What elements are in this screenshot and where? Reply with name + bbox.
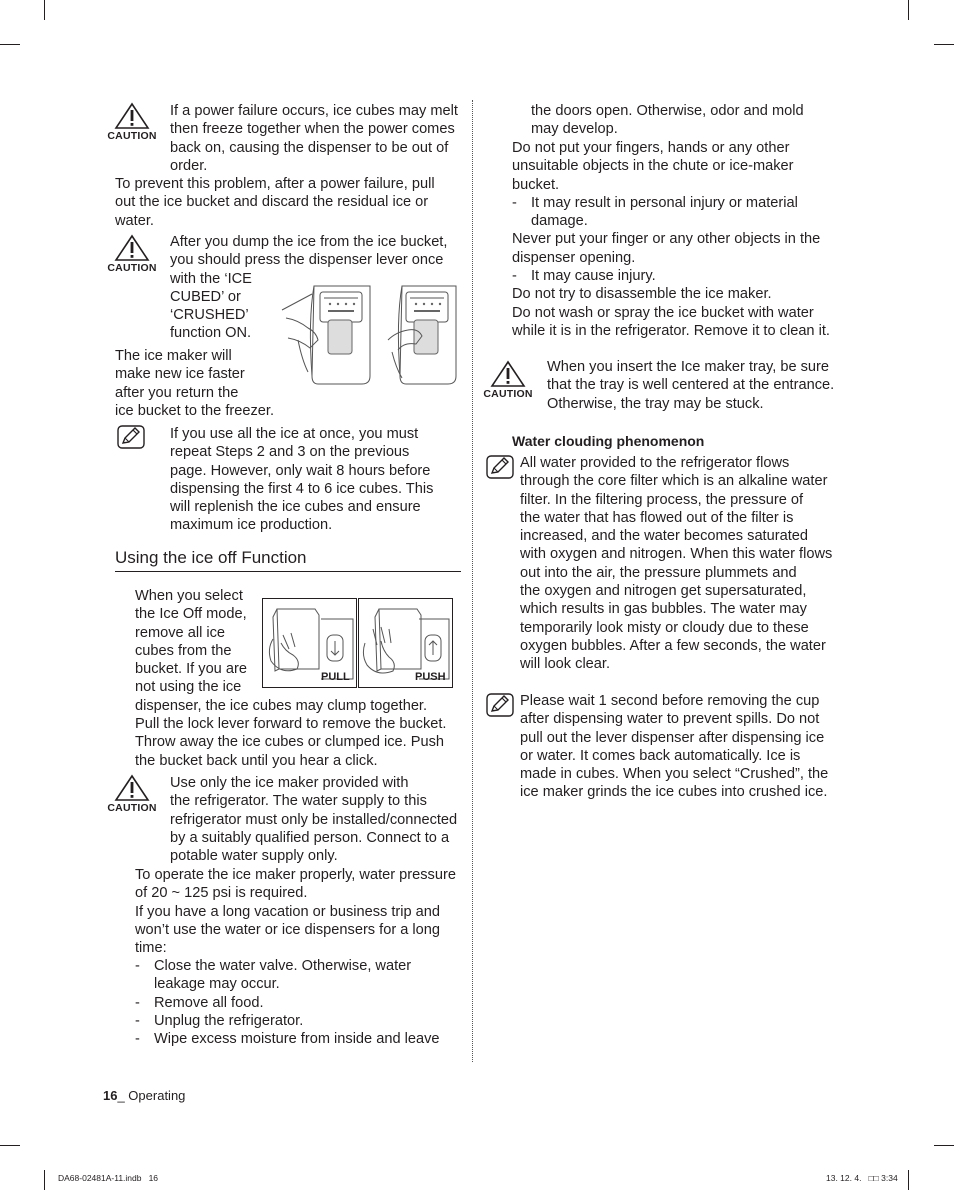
caution-badge: [478, 360, 538, 400]
list-dash: -: [135, 1012, 140, 1029]
caution-label: CAUTION: [107, 262, 157, 274]
text-line: oxygen bubbles. After a few seconds, the water: [520, 637, 826, 654]
text-line: you should press the dispenser lever once: [170, 252, 444, 269]
subheading: Water clouding phenomenon: [512, 433, 705, 449]
text-line: Pull the lock lever forward to remove the bucket.: [135, 716, 447, 733]
heading-rule: [115, 571, 461, 572]
list-text: damage.: [531, 213, 588, 230]
text-line: Do not put your fingers, hands or any other: [512, 140, 790, 156]
text-line: with the ‘ICE: [170, 270, 252, 287]
section-heading: Using the ice off Function: [115, 548, 307, 567]
paragraph: [531, 102, 804, 139]
list-text: leakage may occur.: [154, 976, 280, 993]
text-line: that the tray is well centered at the entrance.: [547, 377, 835, 394]
caution-text: [170, 774, 457, 865]
text-line: filter. In the filtering process, the pressure of: [520, 491, 804, 508]
text-line: out into the air, the pressure plummets and: [520, 564, 797, 581]
text-line: refrigerator must only be installed/connected: [170, 811, 458, 828]
caution-text: [547, 358, 834, 413]
text-line: the water that has flowed out of the filter is: [520, 509, 794, 526]
note-pencil-icon: [117, 425, 145, 449]
caution-label: CAUTION: [483, 388, 533, 400]
caution-label: CAUTION: [107, 130, 157, 142]
text-line: the bucket back until you hear a click.: [135, 752, 378, 769]
note-pencil-icon: [486, 693, 514, 717]
note-text: [170, 425, 433, 535]
text-line: To operate the ice maker properly, water pressure: [135, 867, 456, 883]
text-line: after dispensing water to prevent spills. Do not: [520, 711, 820, 728]
list-dash: -: [135, 994, 140, 1011]
text-line: remove all ice: [135, 624, 226, 641]
text-line: dispensing the first 4 to 6 ice cubes. This: [170, 480, 434, 497]
text-line: bucket. If you are: [135, 661, 247, 678]
text-line: maximum ice production.: [170, 517, 333, 534]
text-line: Please wait 1 second before removing the cup: [520, 693, 820, 709]
crop-mark: [0, 44, 20, 45]
caution-badge: [102, 774, 162, 814]
file-info: DA68-02481A-11.indb 16: [58, 1173, 159, 1183]
paragraph: [115, 175, 435, 230]
note-text: [520, 454, 832, 674]
pull-label: PULL: [321, 671, 350, 683]
page-footer: [103, 1087, 185, 1105]
caution-badge: [102, 102, 162, 142]
text-line: back on, causing the dispenser to be out of: [170, 139, 449, 156]
text-line: ‘CRUSHED’: [170, 307, 249, 324]
text-line: After you dump the ice from the ice bucket,: [170, 234, 448, 250]
text-line: bucket.: [512, 176, 560, 193]
crop-mark: [908, 1170, 909, 1190]
text-line: Otherwise, the tray may be stuck.: [547, 395, 764, 412]
text-line: time:: [135, 940, 167, 957]
text-line: ice maker grinds the ice cubes into crushed ice.: [520, 784, 828, 801]
text-line: Do not try to disassemble the ice maker.: [512, 286, 772, 303]
note-text: [520, 692, 828, 802]
text-line: won’t use the water or ice dispensers for a long: [135, 921, 441, 938]
text-line: Do not wash or spray the ice bucket with water: [512, 304, 814, 321]
text-line: out the ice bucket and discard the residual ice or: [115, 194, 429, 211]
text-line: the oxygen and nitrogen get supersaturated,: [520, 583, 807, 600]
date-info: 13. 12. 4. □□ 3:34: [826, 1173, 898, 1183]
text-line: the Ice Off mode,: [135, 606, 247, 623]
list-text: It may cause injury.: [531, 268, 656, 285]
text-line: may develop.: [531, 121, 618, 138]
text-line: make new ice faster: [115, 366, 245, 383]
text-line: made in cubes. When you select “Crushed”, the: [520, 766, 829, 783]
text-line: will look clear.: [520, 656, 611, 673]
crop-mark: [934, 1145, 954, 1146]
caution-triangle-icon: [114, 102, 150, 130]
caution-label: CAUTION: [107, 802, 157, 814]
text-line: while it is in the refrigerator. Remove it to clean it.: [512, 322, 830, 339]
text-line: All water provided to the refrigerator flows: [520, 455, 790, 471]
list-item: [512, 212, 830, 230]
caution-badge: [102, 234, 162, 274]
paragraph: [135, 866, 456, 957]
list-text: Wipe excess moisture from inside and leave: [154, 1031, 440, 1048]
text-line: function ON.: [170, 325, 252, 342]
push-label: PUSH: [415, 671, 446, 683]
list-dash: -: [135, 958, 140, 974]
text-line: water.: [115, 212, 154, 229]
crop-mark: [0, 1145, 20, 1146]
list-item: [135, 994, 440, 1012]
caution-triangle-icon: [114, 774, 150, 802]
text-line: CUBED’ or: [170, 288, 241, 305]
list-item: [135, 1012, 440, 1030]
text-line: When you select: [135, 588, 243, 604]
caution-text: [170, 102, 458, 175]
text-line: which results in gas bubbles. The water may: [520, 601, 807, 618]
list-item: [135, 1030, 440, 1048]
text-line: then freeze together when the power comes: [170, 121, 455, 138]
paragraph: [115, 347, 274, 420]
text-line: cubes from the: [135, 642, 232, 659]
text-line: after you return the: [115, 384, 239, 401]
text-line: If you use all the ice at once, you must: [170, 426, 419, 442]
list-item: [135, 975, 440, 993]
text-line: the refrigerator. The water supply to this: [170, 793, 427, 810]
list-text: Remove all food.: [154, 994, 264, 1011]
text-line: page. However, only wait 8 hours before: [170, 462, 431, 479]
text-line: temporarily look misty or cloudy due to these: [520, 619, 809, 636]
dispenser-illustration: [278, 280, 460, 392]
text-line: If a power failure occurs, ice cubes may melt: [170, 103, 458, 119]
text-line: through the core filter which is an alkaline water: [520, 473, 828, 490]
text-line: order.: [170, 157, 208, 174]
text-line: or water. It comes back automatically. Ice is: [520, 747, 801, 764]
list-text: It may result in personal injury or material: [531, 194, 798, 211]
text-line: by a suitably qualified person. Connect to a: [170, 829, 450, 846]
list-dash: -: [512, 194, 517, 211]
crop-mark: [44, 0, 45, 20]
text-line: not using the ice: [135, 679, 242, 696]
text-line: repeat Steps 2 and 3 on the previous: [170, 444, 410, 461]
text-line: ice bucket to the freezer.: [115, 402, 274, 419]
text-line: dispenser, the ice cubes may clump together.: [135, 697, 428, 714]
text-line: potable water supply only.: [170, 848, 338, 865]
crop-mark: [934, 44, 954, 45]
crop-mark: [44, 1170, 45, 1190]
caution-triangle-icon: [114, 234, 150, 262]
text-line: increased, and the water becomes saturated: [520, 528, 808, 545]
column-divider: [472, 100, 473, 1062]
text-line: unsuitable objects in the chute or ice-maker: [512, 158, 794, 175]
text-line: Never put your finger or any other objects in the: [512, 231, 821, 248]
paragraph: [512, 139, 830, 340]
list-dash: -: [135, 1031, 140, 1048]
text-line: To prevent this problem, after a power failure, pull: [115, 176, 435, 192]
list-dash: -: [512, 268, 517, 285]
text-line: The ice maker will: [115, 348, 232, 364]
text-line: will replenish the ice cubes and ensure: [170, 499, 421, 516]
list-item: [135, 957, 440, 975]
crop-mark: [908, 0, 909, 20]
bullet-list: [135, 957, 440, 1048]
text-line: Throw away the ice cubes or clumped ice. Push: [135, 734, 445, 751]
text-line: If you have a long vacation or business trip and: [135, 903, 441, 920]
ice-bucket-push-figure: [358, 598, 453, 688]
text-line: When you insert the Ice maker tray, be sure: [547, 359, 829, 375]
text-line: pull out the lever dispenser after dispensing ice: [520, 729, 825, 746]
text-line: dispenser opening.: [512, 249, 636, 266]
text-line: Use only the ice maker provided with: [170, 775, 409, 791]
list-text: Unplug the refrigerator.: [154, 1012, 304, 1029]
ice-bucket-pull-figure: [262, 598, 357, 688]
list-text: Close the water valve. Otherwise, water: [154, 958, 412, 974]
text-line: with oxygen and nitrogen. When this water flows: [520, 546, 833, 563]
text-line: the doors open. Otherwise, odor and mold: [531, 103, 804, 119]
note-pencil-icon: [486, 455, 514, 479]
footer-section: _ Operating: [117, 1088, 186, 1103]
caution-triangle-icon: [490, 360, 526, 388]
text-line: of 20 ~ 125 psi is required.: [135, 885, 308, 902]
page-number: 16: [103, 1088, 118, 1103]
list-item: [512, 194, 830, 212]
list-item: [512, 267, 830, 285]
